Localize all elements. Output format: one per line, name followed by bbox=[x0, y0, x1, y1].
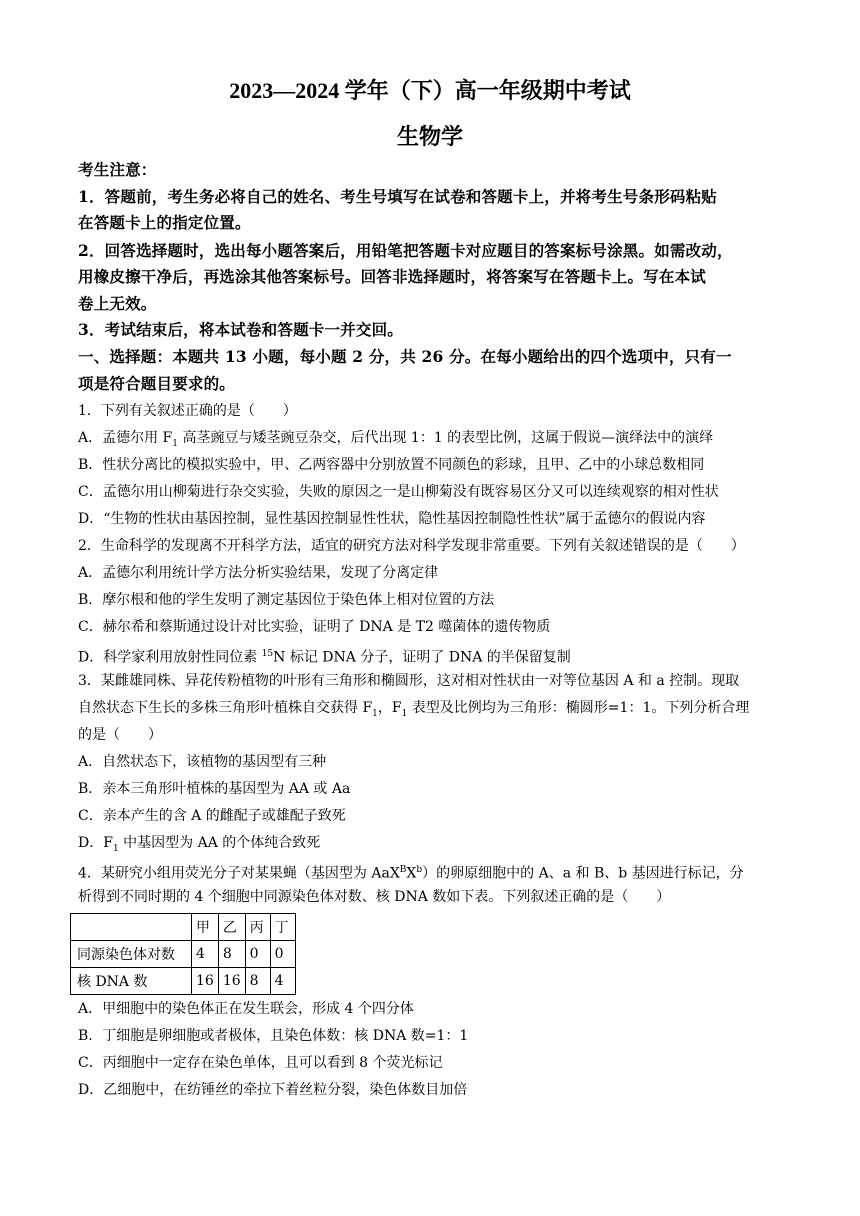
table-header-cell: 甲 bbox=[192, 914, 219, 941]
notice-item-2b: 用橡皮擦干净后，再选涂其他答案标号。回答非选择题时，将答案写在答题卡上。写在本试 bbox=[78, 267, 707, 286]
q4-option-d: D．乙细胞中，在纺锤丝的牵拉下着丝粒分裂，染色体数目加倍 bbox=[78, 1082, 468, 1098]
table-row-label: 核 DNA 数 bbox=[71, 968, 192, 995]
table-cell: 0 bbox=[245, 941, 270, 968]
q1-stem: 1．下列有关叙述正确的是（ ） bbox=[78, 403, 297, 419]
section-title-a: 一、选择题：本题共 13 小题，每小题 2 分，共 26 分。在每小题给出的四个选项中，只有一 bbox=[78, 347, 732, 366]
q4-stem-b: 析得到不同时期的 4 个细胞中同源染色体对数、核 DNA 数如下表。下列叙述正确的是（ ） bbox=[78, 889, 671, 905]
table-cell: 16 bbox=[218, 968, 245, 995]
q3-option-a: A．自然状态下，该植物的基因型有三种 bbox=[78, 754, 327, 770]
table-header-cell: 丙 bbox=[245, 914, 270, 941]
notice-item-1b: 在答题卡上的指定位置。 bbox=[78, 213, 251, 232]
table-header-cell: 丁 bbox=[270, 914, 295, 941]
table-cell: 4 bbox=[192, 941, 219, 968]
subject-title: 生物学 bbox=[396, 124, 463, 149]
q4-option-a: A．甲细胞中的染色体正在发生联会，形成 4 个四分体 bbox=[78, 1001, 414, 1017]
q2-option-b: B．摩尔根和他的学生发明了测定基因位于染色体上相对位置的方法 bbox=[78, 592, 495, 608]
section-title-b: 项是符合题目要求的。 bbox=[78, 374, 236, 393]
q4-option-b: B．丁细胞是卵细胞或者极体，且染色体数：核 DNA 数=1：1 bbox=[78, 1028, 469, 1044]
notice-item-2a: 2．回答选择题时，选出每小题答案后，用铅笔把答题卡对应题目的答案标号涂黑。如需改动， bbox=[78, 241, 733, 260]
q4-option-c: C．丙细胞中一定存在染色单体，且可以看到 8 个荧光标记 bbox=[78, 1055, 443, 1071]
notice-heading: 考生注意： bbox=[78, 160, 157, 179]
q1-option-a: A．孟德尔用 $F_1$ 高茎豌豆与矮茎豌豆杂交，后代出现 1：1 的表型比例，这属于假说—演绎法中的演绎 bbox=[78, 430, 714, 449]
notice-item-1a: 1．答题前，考生务必将自己的姓名、考生号填写在试卷和答题卡上，并将考生号条形码粘贴 bbox=[78, 187, 717, 206]
table-row bbox=[71, 968, 296, 995]
q2-option-c: C．赫尔希和蔡斯通过设计对比实验，证明了 DNA 是 T2 噬菌体的遗传物质 bbox=[78, 619, 551, 635]
table-header-cell: 乙 bbox=[218, 914, 245, 941]
q3-option-c: C．亲本产生的含 A 的雌配子或雄配子致死 bbox=[78, 808, 346, 824]
q4-data-table bbox=[70, 913, 296, 995]
table-header-row bbox=[71, 914, 296, 941]
q2-stem: 2．生命科学的发现离不开科学方法，适宜的研究方法对科学发现非常重要。下列有关叙述错误的是（ ） bbox=[78, 538, 745, 554]
notice-item-3: 3．考试结束后，将本试卷和答题卡一并交回。 bbox=[78, 320, 403, 339]
q1-option-d: D．“生物的性状由基因控制，显性基因控制显性性状，隐性基因控制隐性性状”属于孟德尔的假说内容 bbox=[78, 511, 706, 527]
q3-option-d: D．$F_1$ 中基因型为 AA 的个体纯合致死 bbox=[78, 835, 321, 854]
table-row bbox=[71, 941, 296, 968]
q3-stem-c: 的是（ ） bbox=[78, 727, 162, 743]
table-cell: 4 bbox=[270, 968, 295, 995]
q3-stem-b: 自然状态下生长的多株三角形叶植株自交获得 $F_1$，$F_1$ 表型及比例均为三角形：椭圆形=1：1。下列分析合理 bbox=[78, 700, 750, 719]
q2-option-a: A．孟德尔利用统计学方法分析实验结果，发现了分离定律 bbox=[78, 565, 439, 581]
table-cell: 8 bbox=[218, 941, 245, 968]
exam-title: 2023—2024 学年（下）高一年级期中考试 bbox=[229, 78, 631, 103]
q3-option-b: B．亲本三角形叶植株的基因型为 AA 或 Aa bbox=[78, 781, 351, 797]
table-cell: 16 bbox=[192, 968, 219, 995]
q4-stem-a: 4．某研究小组用荧光分子对某果蝇（基因型为 $AaX^BX^b$）的卵原细胞中的 A、a 和 B、b 基因进行标记，分 bbox=[78, 865, 744, 882]
q2-option-d: D．科学家利用放射性同位素 $^{15}$N 标记 DNA 分子，证明了 DNA 的半保留复制 bbox=[78, 649, 571, 666]
table-row-label: 同源染色体对数 bbox=[71, 941, 192, 968]
q1-option-b: B．性状分离比的模拟实验中，甲、乙两容器中分别放置不同颜色的彩球，且甲、乙中的小球总数相同 bbox=[78, 457, 705, 473]
q3-stem-a: 3．某雌雄同株、异花传粉植物的叶形有三角形和椭圆形，这对相对性状由一对等位基因 A 和 a 控制。现取 bbox=[78, 673, 740, 689]
table-header-cell bbox=[71, 914, 192, 941]
table-cell: 8 bbox=[245, 968, 270, 995]
notice-item-2c: 卷上无效。 bbox=[78, 294, 157, 313]
table-cell: 0 bbox=[270, 941, 295, 968]
q1-option-c: C．孟德尔用山柳菊进行杂交实验，失败的原因之一是山柳菊没有既容易区分又可以连续观察的相对性状 bbox=[78, 484, 719, 500]
